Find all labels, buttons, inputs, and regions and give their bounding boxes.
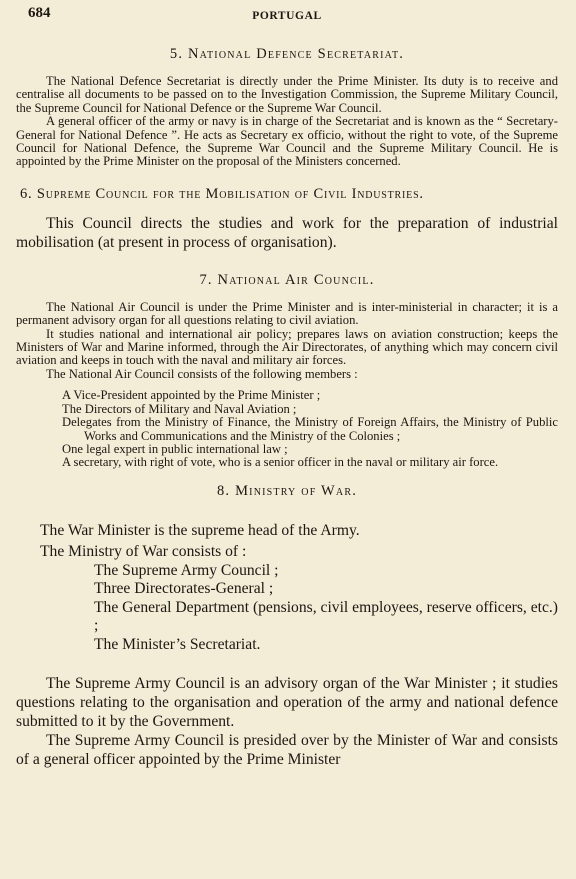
paragraph: The National Air Council is under the Prime Minister and is inter-ministerial in character; it is a permanent advisory organ for all questions relating to civil aviation. bbox=[16, 299, 558, 328]
section-national-air-council bbox=[16, 272, 558, 470]
paragraph: A general officer of the army or navy is in charge of the Secretariat and is known as the “ Secretary-General for National Defence ”. He acts as Secretary ex officio, without the right to vote, of the Supreme Council for National Defence, the Supreme War Council and the Supreme Military Council. He is appointed by the Prime Minister on the proposal of the Ministers concerned. bbox=[16, 114, 558, 169]
paragraph: It studies national and international air policy; prepares laws on aviation construction; keeps the Ministers of War and Marine informed, through the Air Directorates, of anything which may concern civil aviation and keeps in touch with the naval and military air forces. bbox=[16, 326, 558, 368]
section-heading: 8. Ministry of War. bbox=[216, 482, 358, 499]
section-heading: 6. Supreme Council for the Mobilisation of Civil Industries. bbox=[20, 185, 424, 202]
section-ministry-of-war bbox=[16, 483, 558, 770]
paragraph: The Supreme Army Council is presided over by the Minister of War and consists of a general officer appointed by the Prime Minister bbox=[16, 732, 558, 769]
running-head bbox=[16, 0, 558, 26]
page-number: 684 bbox=[28, 5, 51, 21]
section-national-defence-secretariat bbox=[16, 46, 558, 169]
running-title: PORTUGAL bbox=[252, 10, 322, 22]
paragraph: The National Defence Secretariat is directly under the Prime Minister. Its duty is to receive and centralise all documents to be passed on to the Investigation Commission, the Supreme Military Council, the Supreme Council for National Defence or the Supreme War Council. bbox=[16, 74, 558, 115]
list-item: Three Directorates-General ; bbox=[94, 580, 274, 598]
list-item: Delegates from the Ministry of Finance, the Ministry of Foreign Affairs, the Ministry of Public Works and Communications and the Ministry of the Colonies ; bbox=[62, 415, 558, 443]
section-heading: 7. National Air Council. bbox=[199, 271, 375, 288]
list-item: The Supreme Army Council ; bbox=[94, 561, 279, 579]
list-item: A secretary, with right of vote, who is a senior officer in the naval or military air force. bbox=[62, 455, 499, 470]
list-item: The General Department (pensions, civil employees, reserve officers, etc.) ; bbox=[94, 598, 558, 635]
section-supreme-council-mobilisation bbox=[16, 186, 558, 252]
paragraph: This Council directs the studies and work for the preparation of industrial mobilisation (at present in process of organisation). bbox=[16, 214, 558, 251]
consists-label: The Ministry of War consists of : bbox=[40, 542, 247, 560]
section-heading: 5. National Defence Secretariat. bbox=[169, 46, 405, 62]
list-item: One legal expert in public international law ; bbox=[62, 441, 288, 456]
list-item: The Directors of Military and Naval Aviation ; bbox=[62, 401, 297, 416]
list-item: The Minister’s Secretariat. bbox=[94, 635, 261, 653]
paragraph: The National Air Council consists of the following members : bbox=[46, 366, 358, 381]
members-list bbox=[16, 389, 558, 469]
paragraph: The Supreme Army Council is an advisory organ of the War Minister ; it studies questions relating to the organisation and operation of the army and national defence submitted to it by the Government. bbox=[16, 675, 558, 731]
list-item: A Vice-President appointed by the Prime Minister ; bbox=[62, 388, 321, 403]
ministry-components-list bbox=[16, 562, 558, 655]
intro-line: The War Minister is the supreme head of the Army. bbox=[40, 521, 360, 539]
